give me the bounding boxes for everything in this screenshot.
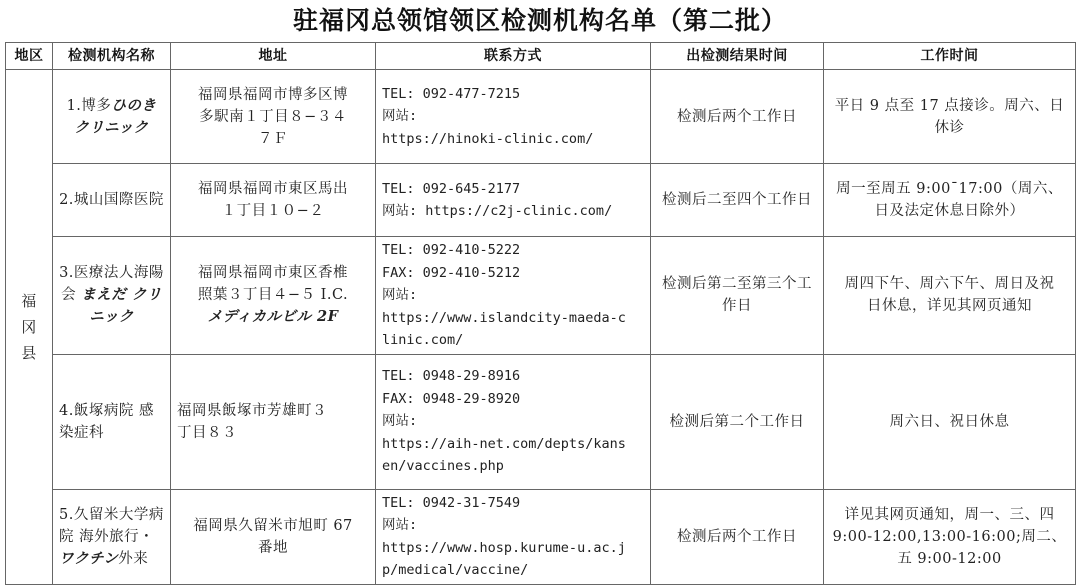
hours-line: 五 9:00-12:00	[897, 550, 1002, 567]
hours-line: 9:00-12:00,13:00-16:00;周二、	[832, 528, 1067, 545]
contact-cell	[376, 489, 651, 584]
working-hours-cell	[824, 489, 1076, 584]
address-line: 福岡県福岡市東区馬出	[198, 181, 348, 197]
hours-line: 周六日、祝日休息	[889, 413, 1010, 430]
institution-name-cell	[53, 354, 171, 489]
working-hours-cell	[824, 354, 1076, 489]
contact-tel: TEL: 0948-29-8916	[382, 368, 521, 385]
contact-url-link[interactable]: 网站: https://c2j-clinic.com/	[382, 203, 613, 219]
contact-url-link[interactable]: https://www.islandcity-maeda-c	[382, 309, 626, 326]
contact-tel: TEL: 092-477-7215	[382, 85, 521, 102]
address-line: １丁目１０−２	[221, 203, 325, 219]
contact-url-link[interactable]: linic.com/	[382, 332, 464, 348]
region-cell	[6, 70, 53, 585]
address-cell	[171, 354, 376, 489]
hours-line: 周四下午、周六下午、周日及祝	[844, 276, 1055, 293]
working-hours-cell	[824, 237, 1076, 355]
institution-name-cell	[53, 164, 171, 237]
address-line: 照葉３丁目４−５ I.C.	[197, 287, 349, 304]
testing-institutions-table	[5, 42, 1076, 585]
institution-name-jp: まえだ クリニック	[81, 286, 162, 326]
institution-name-jp: ワクチン	[59, 549, 119, 567]
document-title: 驻福冈总领馆领区检测机构名单（第二批）	[292, 6, 787, 35]
hours-line: 平日 9 点至 17 点接诊。周六、日	[834, 97, 1065, 114]
contact-url-link[interactable]: p/medical/vaccine/	[382, 562, 529, 578]
address-cell	[171, 70, 376, 164]
address-line: 丁目８３	[177, 424, 237, 441]
result-time-cell: 检测后第二个工作日	[651, 354, 824, 489]
contact-url-link[interactable]: https://www.hosp.kurume-u.ac.j	[382, 539, 626, 556]
contact-fax: FAX: 092-410-5212	[382, 264, 521, 281]
contact-web-label: 网站:	[382, 413, 418, 430]
header-row	[6, 43, 1076, 70]
institution-name-tail: 外来	[118, 550, 149, 567]
address-cell	[171, 489, 376, 584]
contact-web-label: 网站:	[382, 108, 418, 125]
region-char: 福	[21, 291, 37, 310]
address-line: 福岡県飯塚市芳雄町３	[177, 402, 327, 419]
contact-cell	[376, 354, 651, 489]
contact-tel: TEL: 092-645-2177	[382, 180, 521, 197]
result-time-cell: 检测后第二至第三个工作日	[651, 237, 824, 355]
address-cell	[171, 237, 376, 355]
institution-name: 5.久留米大学病院 海外旅行・	[59, 506, 164, 545]
result-time-cell: 检测后二至四个工作日	[651, 164, 824, 237]
working-hours-cell	[824, 70, 1076, 164]
address-line: 福岡県福岡市博多区博	[198, 86, 348, 103]
address-cell	[171, 164, 376, 237]
header-result-time: 出检测结果时间	[651, 43, 824, 70]
region-char: 冈	[21, 317, 37, 336]
working-hours-cell	[824, 164, 1076, 237]
contact-url-link[interactable]: en/vaccines.php	[382, 458, 504, 475]
result-time-cell: 检测后两个工作日	[651, 489, 824, 584]
header-working-hours: 工作时间	[824, 43, 1076, 70]
address-line: 福岡県久留米市旭町 67	[193, 517, 353, 534]
hours-line: 休诊	[934, 119, 965, 136]
table-row	[6, 237, 1076, 355]
institution-name: 1.博多	[66, 97, 112, 114]
hours-line: 详见其网页通知，周一、三、四	[844, 506, 1055, 523]
institution-name-cell	[53, 70, 171, 164]
table-row	[6, 354, 1076, 489]
hours-line: 日休息，详见其网页通知	[867, 298, 1032, 315]
institution-name: 3.医療法人海陽会	[59, 265, 164, 304]
institution-name: 4.飯塚病院 感染症科	[59, 402, 154, 441]
table-row	[6, 164, 1076, 237]
hours-line: 日及法定休息日除外）	[874, 203, 1025, 219]
contact-url-link[interactable]: https://aih-net.com/depts/kans	[382, 435, 626, 452]
institution-name-jp: ひのき クリニック	[74, 96, 157, 136]
header-address: 地址	[171, 43, 376, 70]
contact-fax: FAX: 0948-29-8920	[382, 390, 521, 407]
header-institution-name: 检测机构名称	[53, 43, 171, 70]
result-time-cell: 检测后两个工作日	[651, 70, 824, 164]
contact-cell	[376, 237, 651, 355]
contact-tel: TEL: 092-410-5222	[382, 242, 521, 258]
address-line: 福岡県福岡市東区香椎	[198, 265, 348, 282]
region-char: 县	[21, 343, 37, 362]
contact-web-label: 网站:	[382, 287, 418, 303]
institution-name-cell	[53, 489, 171, 584]
header-contact: 联系方式	[376, 43, 651, 70]
address-line: メディカルビル 2F	[207, 308, 339, 326]
institution-name: 2.城山国際医院	[59, 192, 164, 208]
contact-cell	[376, 164, 651, 237]
address-line: ７Ｆ	[258, 130, 288, 147]
table-row	[6, 70, 1076, 164]
table-row	[6, 489, 1076, 584]
header-region: 地区	[6, 43, 53, 70]
institution-name-cell	[53, 237, 171, 355]
hours-line: 周一至周五 9:00¯17:00（周六、	[836, 181, 1063, 197]
contact-web-label: 网站:	[382, 517, 418, 533]
address-line: 多駅南１丁目８−３４	[199, 108, 347, 125]
contact-tel: TEL: 0942-31-7549	[382, 494, 521, 511]
address-line: 番地	[258, 539, 288, 556]
contact-url-link[interactable]: https://hinoki-clinic.com/	[382, 130, 594, 147]
contact-cell	[376, 70, 651, 164]
